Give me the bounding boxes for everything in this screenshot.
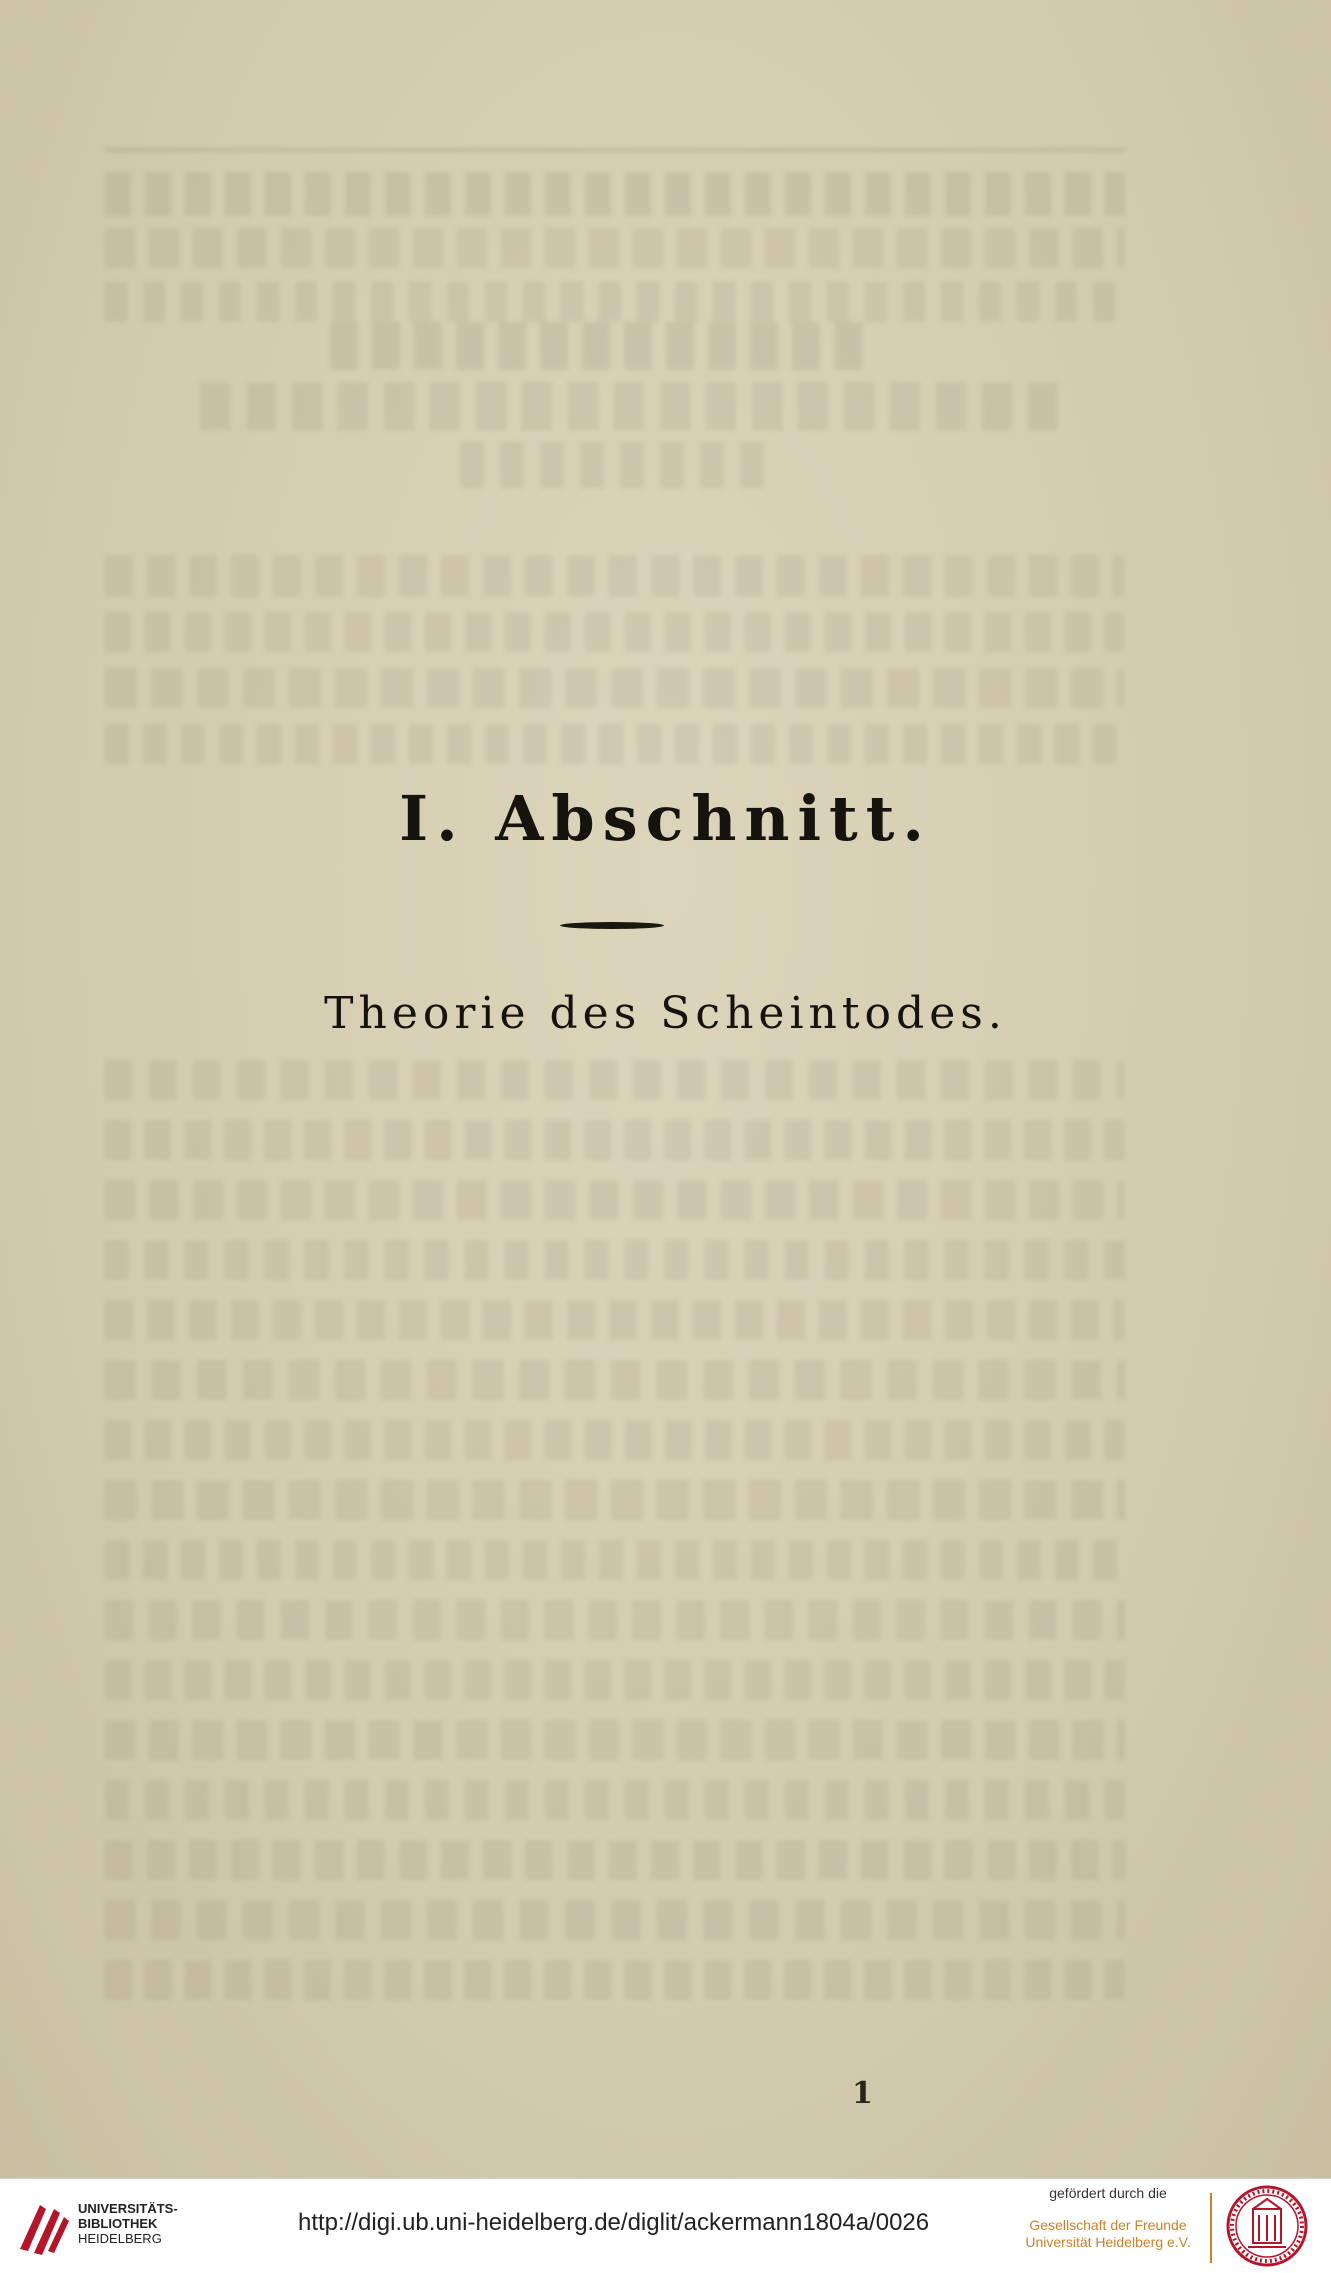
university-seal-icon [1226,2185,1308,2267]
footer-divider [1210,2193,1212,2263]
bleed-through-line [105,668,1125,708]
bleed-through-line [105,612,1125,652]
sponsor-block [1008,2185,1208,2251]
bleed-through-line [330,322,870,370]
bleed-through-line [105,1060,1125,1100]
bleed-through-line [105,1540,1125,1580]
bleed-through-line [105,724,1125,764]
bleed-through-line [105,1180,1125,1220]
bleed-through-line [105,1240,1125,1280]
bleed-through-line [105,172,1125,216]
permalink-url[interactable]: http://digi.ub.uni-heidelberg.de/diglit/ackermann1804a/0026 [298,2209,930,2236]
bleed-through-line [105,1480,1125,1520]
sponsor-prefix: gefördert durch die [1049,2185,1167,2201]
section-subtitle: Theorie des Scheintodes. [324,988,1007,1039]
bleed-through-rule [105,148,1125,152]
bleed-through-line [105,1780,1125,1820]
sponsor-line-1: Gesellschaft der Freunde [1029,2217,1187,2233]
bleed-through-line [105,1960,1125,2000]
section-title: I. Abschnitt. [399,782,932,855]
bleed-through-line [105,1300,1125,1340]
bleed-through-line [105,228,1125,268]
bleed-through-line [105,1660,1125,1700]
library-line-3: HEIDELBERG [78,2231,162,2246]
viewer-footer [0,2178,1331,2273]
library-line-2: BIBLIOTHEK [78,2216,158,2231]
bleed-through-line [105,1840,1125,1880]
bleed-through-line [105,1360,1125,1400]
ornamental-rule [560,922,664,929]
library-line-1: UNIVERSITÄTS- [78,2201,178,2216]
bleed-through-line [105,1900,1125,1940]
bleed-through-line [105,1720,1125,1760]
library-logo-icon [14,2199,72,2257]
bleed-through-line [200,382,1060,430]
bleed-through-line [105,1120,1125,1160]
bleed-through-line [105,1600,1125,1640]
bleed-through-line [105,555,1125,597]
bleed-through-line [105,1420,1125,1460]
sponsor-line-2: Universität Heidelberg e.V. [1025,2234,1191,2250]
bleed-through-line [460,442,780,488]
page-number: 1 [852,2076,873,2111]
bleed-through-line [105,282,1125,322]
library-name [78,2201,178,2246]
